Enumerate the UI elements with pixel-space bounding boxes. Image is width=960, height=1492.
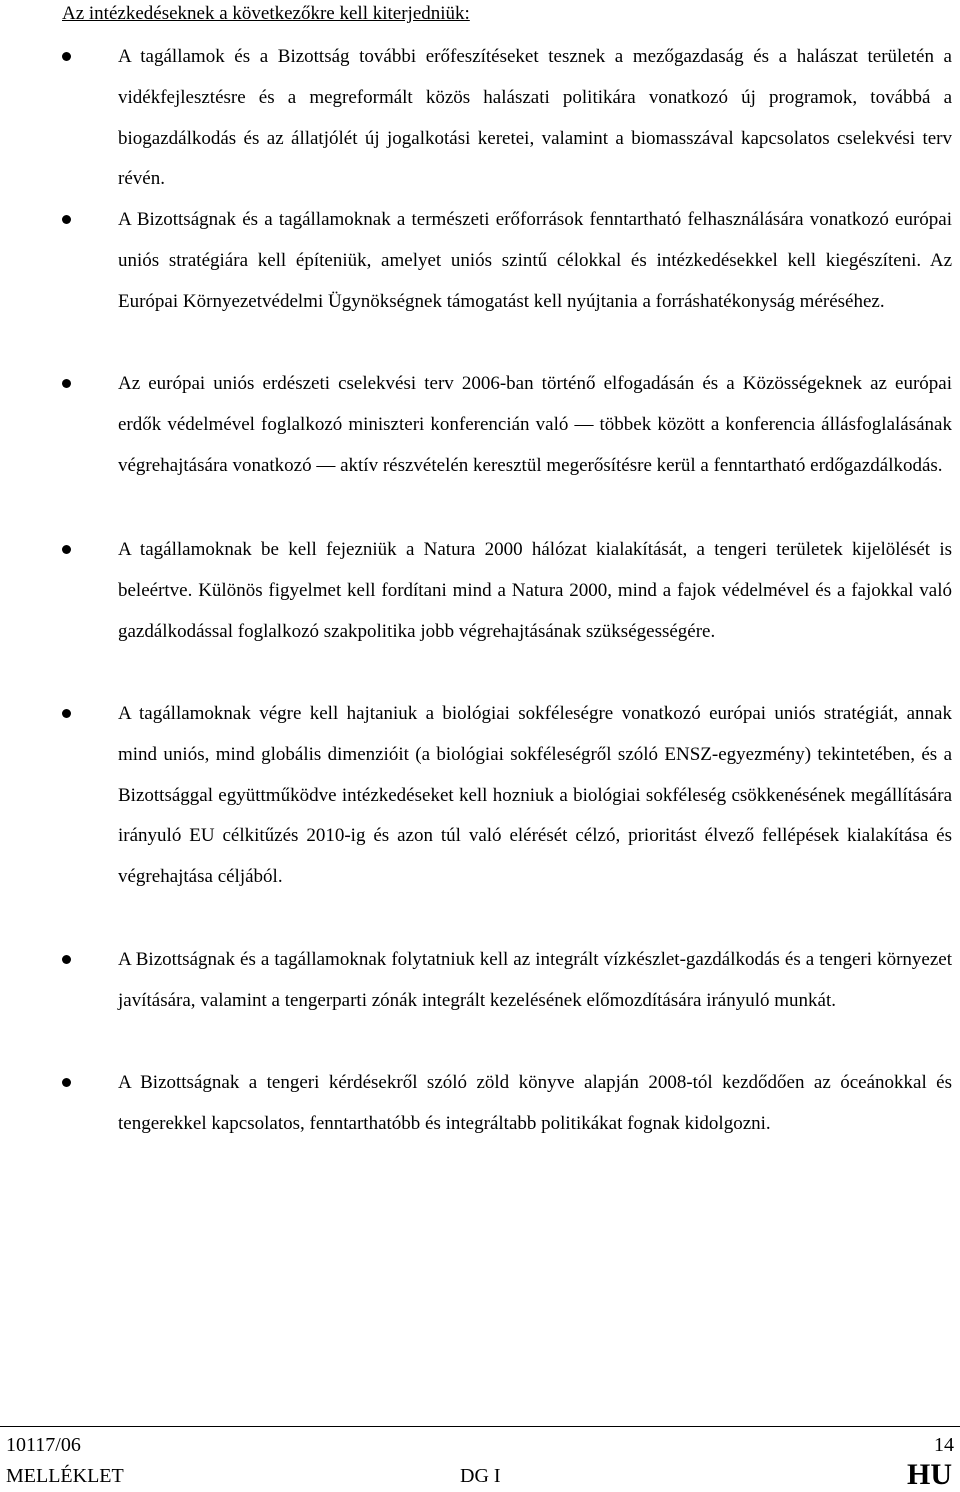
footer-left — [6, 1430, 124, 1492]
bullet-icon — [62, 1078, 71, 1087]
list-item — [118, 940, 952, 1022]
bullet-icon — [62, 955, 71, 964]
list-item-text: A Bizottságnak a tengeri kérdésekről szóló zöld könyve alapján 2008-tól kezdődően az óceánokkal és tengerekkel kapcsolatos, fenntarthatóbb és integráltabb politikákat fognak kidolgozni. — [118, 1072, 952, 1134]
list-item-text: A Bizottságnak és a tagállamoknak a természeti erőforrások fenntartható felhasználására vonatkozó európai uniós stratégiára kell építeniük, amelyet uniós szintű célokkal és intézkedésekkel kell kiegészíteni. Az Európai Környezetvédelmi Ügynökségnek támogatást kell nyújtania a forráshatékonyság méréséhez. — [118, 209, 952, 312]
list-item-text: Az európai uniós erdészeti cselekvési terv 2006-ban történő elfogadásán és a Közösségeknek az európai erdők védelmével foglalkozó miniszteri konferencián való ― többek között a konferencia állásfoglalásának végrehajtására vonatkozó ― aktív részvételén keresztül megerősítésre kerül a fenntartható erdőgazdálkodás. — [118, 373, 952, 476]
bullet-icon — [62, 709, 71, 718]
list-item-text: A tagállamoknak végre kell hajtaniuk a biológiai sokféleségre vonatkozó európai uniós stratégiát, annak mind uniós, mind globális dimenzióit (a biológiai sokféleségről szóló ENSZ-egyezmény) tekintetében, és a Bizottsággal együttműködve intézkedéseket kell hozniuk a biológiai sokféleség csökkenésének megállítására irányuló EU célkitűzés 2010-ig és azon túl való elérését célzó, prioritást élvező fellépések kialakítása és végrehajtása céljából. — [118, 703, 952, 888]
list-item — [118, 364, 952, 486]
doc-number: 10117/06 — [6, 1434, 81, 1456]
bullet-icon — [62, 52, 71, 61]
list-item-text: A tagállamok és a Bizottság további erőfeszítéseket tesznek a mezőgazdaság és a halászat területén a vidékfejlesztésre és a megreformált közös halászati politikára vonatkozó új programok, továbbá a biogazdálkodás és az állatjólét új jogalkotási keretei, valamint a biomasszával kapcsolatos cselekvési terv révén. — [118, 46, 952, 190]
footer-divider — [0, 1426, 960, 1427]
annex-label: MELLÉKLET — [6, 1465, 124, 1487]
section-heading: Az intézkedéseknek a következőkre kell kiterjedniük: — [62, 3, 470, 24]
list-item — [118, 200, 952, 322]
list-item — [118, 37, 952, 200]
list-item — [118, 530, 952, 652]
bullet-icon — [62, 215, 71, 224]
footer-dg: DG I — [460, 1465, 501, 1487]
language-code: HU — [907, 1458, 952, 1491]
bullet-icon — [62, 379, 71, 388]
list-item-text: A Bizottságnak és a tagállamoknak folytatniuk kell az integrált vízkészlet-gazdálkodás és a tengeri környezet javítására, valamint a tengerparti zónák integrált kezelésének előmozdítására irányuló munkát. — [118, 949, 952, 1011]
page-number: 14 — [934, 1434, 954, 1456]
list-item — [118, 694, 952, 898]
list-item — [118, 1063, 952, 1145]
bullet-icon — [62, 545, 71, 554]
list-item-text: A tagállamoknak be kell fejezniük a Natura 2000 hálózat kialakítását, a tengeri területek kijelölését is beleértve. Különös figyelmet kell fordítani mind a Natura 2000, mind a fajok védelmével és a fajokkal való gazdálkodással foglalkozó szakpolitika jobb végrehajtásának szükségességére. — [118, 539, 952, 642]
